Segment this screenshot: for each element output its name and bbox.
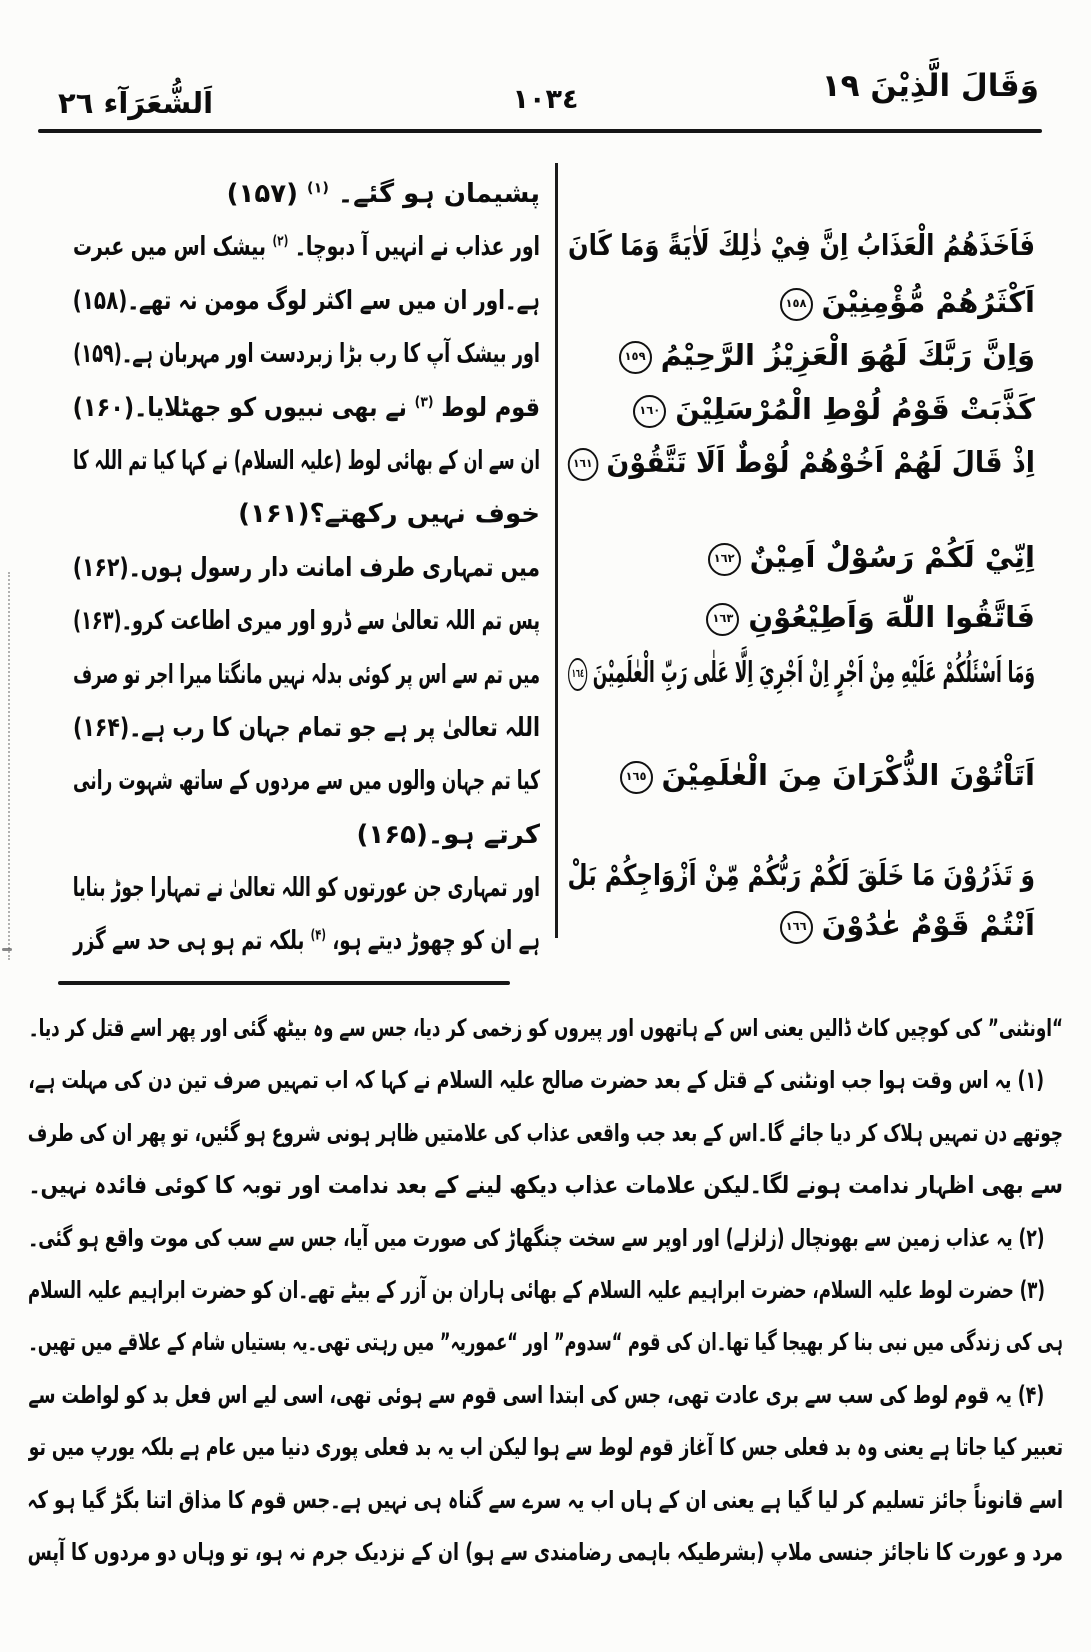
arabic-verse-text: وَمَا اَسْئَلُكُمْ عَلَيْهِ مِنْ اَجْرٍ اِنْ اَجْرِيَ اِلَّا عَلٰى رَبِّ الْعٰلَمِيْنَ bbox=[592, 655, 1035, 689]
arabic-verse-text: كَذَّبَتْ قَوْمُ لُوْطِ الْمُرْسَلِيْنَ bbox=[675, 392, 1035, 426]
footnote-line: “اونٹنی” کی کوچیں کاٹ ڈالیں یعنی اس کے ہاتھوں اور پیروں کو زخمی کر دیا، جس سے وہ بیٹھ گئی اور پھر اسے قتل کر دیا۔ bbox=[28, 1014, 1064, 1042]
verse-number-circle: ١٥٨ bbox=[780, 288, 813, 321]
footnote-line-numbered: (۳) حضرت لوط علیہ السلام، حضرت ابراہیم علیہ السلام کے بھائی ہاران بن آزر کے بیٹے تھے۔ان کو حضرت ابراہیم علیہ السلام bbox=[28, 1275, 1045, 1304]
footnote-line-numbered: (۱) یہ اس وقت ہوا جب اونٹنی کے قتل کے بعد حضرت صالح علیہ السلام نے کہا کہ اب تمہیں صرف تین دن کی مہلت ہے، bbox=[28, 1066, 1045, 1095]
footnote-line: چوتھے دن تمہیں ہلاک کر دیا جائے گا۔اس کے بعد جب واقعی عذاب کی علامتیں ظاہر ہونی شروع ہو گئیں، تو پھر ان کی طرف bbox=[27, 1118, 1063, 1147]
translation-line: اور بیشک آپ کا رب بڑا زبردست اور مہربان ہے۔(۱۵۹) bbox=[73, 339, 541, 370]
juz-marker: وَقَالَ الَّذِيْنَ ١٩ bbox=[821, 68, 1039, 104]
arabic-verse-line bbox=[568, 758, 1035, 794]
footnote-line-numbered: (۲) یہ عذاب زمین سے بھونچال (زلزلے) اور اوپر سے سخت چنگھاڑ کی صورت میں آیا، جس سے سب کی موت واقع ہو گئی۔ bbox=[28, 1223, 1045, 1252]
translation-line: پس تم اللہ تعالیٰ سے ڈرو اور میری اطاعت کرو۔(۱۶۳) bbox=[73, 606, 541, 637]
urdu-translation-column bbox=[73, 168, 540, 969]
arabic-verse-text: اَتَاْتُوْنَ الذُّكْرَانَ مِنَ الْعٰلَمِيْنَ bbox=[661, 758, 1035, 792]
translation-line: میں تم سے اس پر کوئی بدلہ نہیں مانگتا میرا اجر تو صرف bbox=[73, 659, 540, 690]
footnote-line-numbered: (۴) یہ قوم لوط کی سب سے بری عادت تھی، جس کی ابتدا اسی قوم سے ہوئی تھی، اسی لیے اس فعل بد کو لواطت سے bbox=[28, 1380, 1045, 1409]
column-divider bbox=[555, 163, 558, 938]
footnote-ref-marker: (۴) bbox=[310, 927, 326, 944]
footnote-separator-rule bbox=[58, 981, 510, 985]
arabic-verse-line bbox=[568, 285, 1035, 321]
arabic-verse-line bbox=[573, 445, 1035, 481]
arabic-verse-line bbox=[568, 540, 1035, 576]
arabic-verse-text: اَنْتُمْ قَوْمٌ عٰدُوْنَ bbox=[821, 908, 1035, 942]
verse-number-circle: ١٦٤ bbox=[568, 658, 587, 691]
arabic-verse-line bbox=[568, 392, 1035, 428]
arabic-verse-column bbox=[568, 0, 1035, 965]
footnote-ref-marker: (۱) bbox=[307, 180, 329, 197]
arabic-verse-text: اِنِّيْ لَكُمْ رَسُوْلٌ اَمِيْنٌ bbox=[749, 540, 1035, 574]
translation-line: خوف نہیں رکھتے؟(۱۶۱) bbox=[238, 499, 540, 530]
translation-line: قوم لوط $^{(۳)}$ نے بھی نبیوں کو جھٹلایا۔(۱۶۰) bbox=[72, 392, 540, 423]
arabic-verse-line bbox=[568, 600, 1035, 636]
translation-line: اور عذاب نے انہیں آ دبوچا۔ $^{(۲)}$ بیشک اس میں عبرت bbox=[72, 232, 540, 263]
translation-line: ان سے ان کے بھائی لوط (علیہ السلام) نے کہا کیا تم اللہ کا bbox=[72, 445, 540, 476]
footnote-ref-marker: (۲) bbox=[272, 233, 289, 250]
verse-number-circle: ١٦٢ bbox=[708, 543, 741, 576]
arabic-verse-line bbox=[568, 908, 1035, 944]
verse-number-circle: ١٥٩ bbox=[619, 341, 652, 374]
arabic-verse-line bbox=[567, 228, 1035, 262]
translation-line: اور تمہاری جن عورتوں کو اللہ تعالیٰ نے تمہارا جوڑ بنایا bbox=[72, 873, 541, 904]
arabic-verse-line bbox=[568, 338, 1035, 374]
translation-line: کیا تم جہان والوں میں سے مردوں کے ساتھ شہوت رانی bbox=[73, 766, 541, 797]
verse-number-circle: ١٦٠ bbox=[633, 395, 666, 428]
footnote-line: سے بھی اظہار ندامت ہونے لگا۔لیکن علامات عذاب دیکھ لینے کے بعد ندامت اور توبہ کا کوئی فائدہ نہیں۔ bbox=[28, 1171, 1064, 1200]
footnote-line: مرد و عورت کا ناجائز جنسی ملاپ (بشرطیکہ باہمی رضامندی سے ہو) ان کے نزدیک جرم نہ ہو، تو وہاں دو مردوں کا آپس bbox=[27, 1537, 1064, 1566]
footnote-ref-marker: (۳) bbox=[414, 393, 434, 410]
translation-line: کرتے ہو۔(۱۶۵) bbox=[356, 819, 540, 850]
translation-line: ہے۔اور ان میں سے اکثر لوگ مومن نہ تھے۔(۱۵۸) bbox=[72, 285, 540, 316]
footnote-line: ہی کی زندگی میں نبی بنا کر بھیجا گیا تھا۔ان کی قوم “سدوم” اور “عموریہ” میں رہتی تھی۔یہ بستیاں شام کے علاقے میں تھیں۔ bbox=[28, 1328, 1063, 1357]
arabic-verse-text: اِذْ قَالَ لَهُمْ اَخُوْهُمْ لُوْطٌ اَلَا تَتَّقُوْنَ bbox=[606, 445, 1035, 479]
arabic-verse-text: وَاِنَّ رَبَّكَ لَهُوَ الْعَزِيْزُ الرَّحِيْمُ bbox=[660, 338, 1035, 372]
footnotes-section bbox=[28, 1002, 1063, 1578]
translation-line: اللہ تعالیٰ پر ہے جو تمام جہان کا رب ہے۔(۱۶۴) bbox=[72, 712, 540, 743]
scan-edge-mark bbox=[2, 948, 12, 951]
footnote-line: تعبیر کیا جاتا ہے یعنی وہ بد فعلی جس کا آغاز قوم لوط سے ہوا لیکن اب یہ بد فعلی پوری دنیا میں عام ہے بلکہ یورپ میں تو bbox=[28, 1433, 1063, 1462]
page-number: ١٠٣٤ bbox=[512, 84, 579, 115]
verse-number-circle: ١٦٣ bbox=[706, 603, 739, 636]
translation-line: ہے ان کو چھوڑ دیتے ہو، $^{(۴)}$ بلکہ تم ہو ہی حد سے گزر bbox=[73, 926, 540, 957]
arabic-verse-line bbox=[567, 858, 1035, 892]
surah-marker: اَلشُّعَرَآء ٢٦ bbox=[58, 86, 214, 120]
scan-edge-artifact bbox=[8, 572, 10, 960]
arabic-verse-text: وَ تَذَرُوْنَ مَا خَلَقَ لَكُمْ رَبُّكُمْ مِّنْ اَزْوَاجِكُمْ بَلْ bbox=[567, 858, 1035, 892]
translation-line: پشیمان ہو گئے۔ $^{(۱)}$ (۱۵۷) bbox=[226, 179, 540, 209]
arabic-verse-text: فَاتَّقُوا اللّٰهَ وَاَطِيْعُوْنِ bbox=[748, 600, 1035, 634]
footnote-line: اسے قانوناً جائز تسلیم کر لیا گیا ہے یعنی ان کے ہاں اب یہ سرے سے گناہ ہی نہیں ہے۔جس قوم کا مذاق اتنا بگڑ گیا ہو کہ bbox=[27, 1485, 1063, 1514]
arabic-verse-text: فَاَخَذَهُمُ الْعَذَابُ اِنَّ فِيْ ذٰلِكَ لَاٰيَةً وَمَا كَانَ bbox=[567, 228, 1035, 262]
translation-line: میں تمہاری طرف امانت دار رسول ہوں۔(۱۶۲) bbox=[72, 552, 540, 583]
arabic-verse-text: اَكْثَرُهُمْ مُّؤْمِنِيْنَ bbox=[821, 285, 1035, 319]
verse-number-circle: ١٦٦ bbox=[780, 911, 813, 944]
verse-number-circle: ١٦٥ bbox=[620, 761, 653, 794]
verse-number-circle: ١٦١ bbox=[567, 448, 598, 481]
arabic-verse-line bbox=[571, 655, 1035, 691]
